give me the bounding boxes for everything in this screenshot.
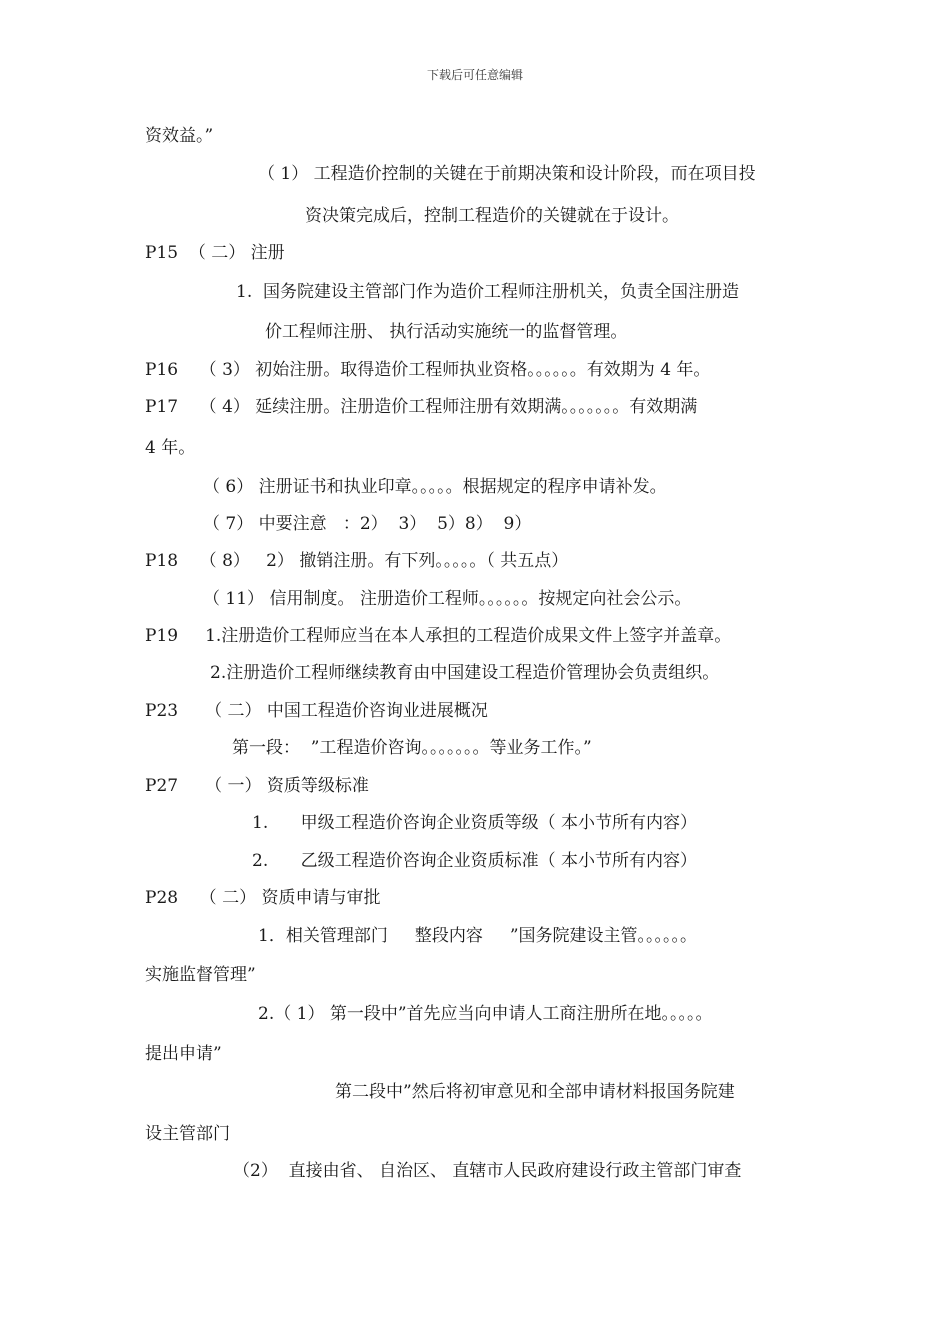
text-line: 1．相关管理部门 整段内容 ”国务院建设主管。。。。。。: [258, 926, 698, 946]
text-line: （ 11） 信用制度。 注册造价工程师。。。。。。按规定向社会公示。: [203, 589, 692, 609]
text-line: （2） 直接由省、 自治区、 直辖市人民政府建设行政主管部门审查: [233, 1161, 742, 1181]
text-line: 实施监督管理”: [145, 965, 256, 985]
text-line: 2.注册造价工程师继续教育由中国建设工程造价管理协会负责组织。: [210, 663, 720, 683]
text-line: P27 （ 一） 资质等级标准: [145, 776, 369, 796]
text-line: 设主管部门: [145, 1124, 230, 1144]
page-header: 下载后可任意编辑: [426, 68, 523, 82]
text-line: 资效益。”: [145, 126, 214, 146]
text-line: P16 （ 3） 初始注册。取得造价工程师执业资格。。。。。。有效期为 4 年。: [145, 360, 711, 380]
text-line: 资决策完成后，控制工程造价的关键就在于设计。: [305, 206, 679, 226]
text-line: 提出申请”: [145, 1044, 222, 1064]
text-line: P23 （ 二） 中国工程造价咨询业进展概况: [145, 701, 488, 721]
text-line: 4 年。: [145, 438, 196, 458]
text-line: 2.（ 1） 第一段中”首先应当向申请人工商注册所在地。。。。。: [258, 1004, 713, 1024]
text-line: P17 （ 4） 延续注册。注册造价工程师注册有效期满。。。。。。。有效期满: [145, 397, 698, 417]
text-line: 第二段中”然后将初审意见和全部申请材料报国务院建: [335, 1082, 735, 1102]
text-line: 1. 甲级工程造价咨询企业资质等级（ 本小节所有内容）: [252, 813, 698, 833]
text-line: 第一段： ”工程造价咨询。。。。。。。等业务工作。”: [232, 738, 592, 758]
text-line: P28 （ 二） 资质申请与审批: [145, 888, 381, 908]
text-line: （ 6） 注册证书和执业印章。。。。。根据规定的程序申请补发。: [203, 477, 667, 497]
text-line: 1. 国务院建设主管部门作为造价工程师注册机关，负责全国注册造: [236, 282, 740, 302]
text-line: （ 7） 中要注意 ：2） 3） 5）8） 9）: [203, 514, 532, 534]
text-line: P18 （ 8） 2） 撤销注册。有下列。。。。。（ 共五点）: [145, 551, 569, 571]
text-line: 价工程师注册、 执行活动实施统一的监督管理。: [265, 322, 628, 342]
text-line: 2. 乙级工程造价咨询企业资质标准（ 本小节所有内容）: [252, 851, 698, 871]
text-line: P19 1.注册造价工程师应当在本人承担的工程造价成果文件上签字并盖章。: [145, 626, 732, 646]
text-line: （ 1） 工程造价控制的关键在于前期决策和设计阶段，而在项目投: [258, 164, 756, 184]
text-line: P15 （ 二） 注册: [145, 243, 285, 263]
